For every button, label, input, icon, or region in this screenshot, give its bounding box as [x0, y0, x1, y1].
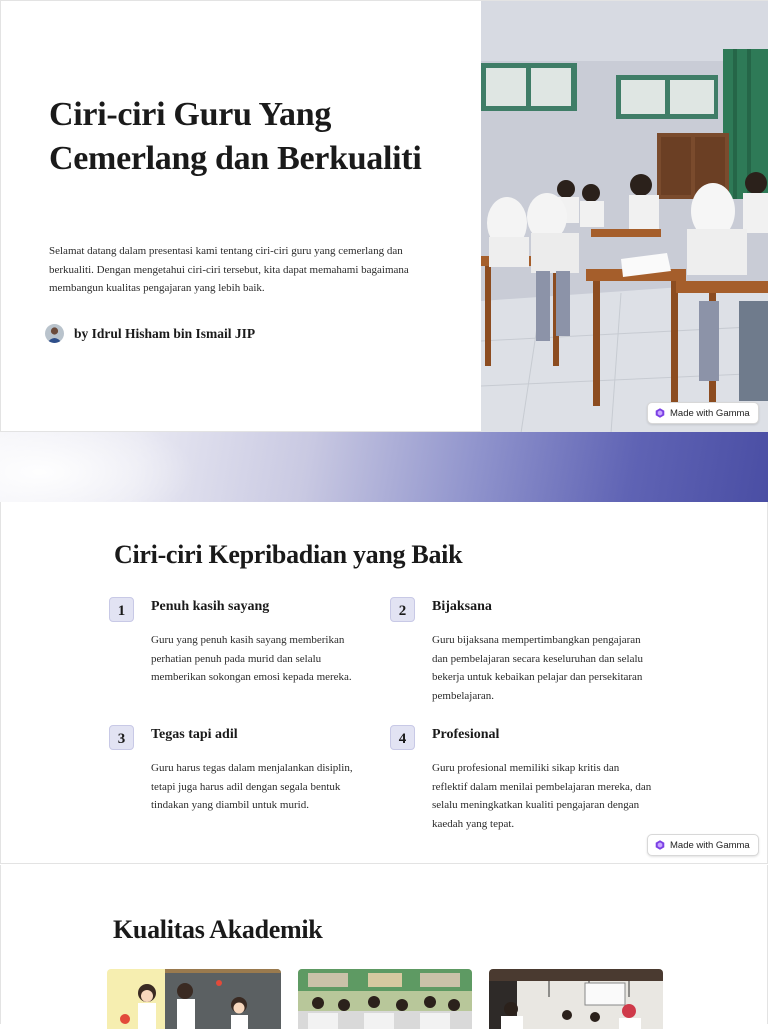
author-name: by Idrul Hisham bin Ismail JIP — [74, 325, 256, 341]
number-badge: 4 — [390, 725, 415, 750]
trait-title: Penuh kasih sayang — [151, 599, 270, 614]
number-badge: 2 — [390, 597, 415, 622]
gamma-logo-icon — [655, 408, 665, 418]
number-badge: 3 — [109, 725, 134, 750]
avatar — [45, 324, 64, 343]
modern-classroom-image — [489, 969, 663, 1029]
classroom-photo — [481, 1, 768, 433]
academic-slide — [0, 865, 768, 1024]
students-classroom-image — [298, 969, 472, 1029]
title-slide — [0, 0, 768, 432]
number-badge: 1 — [109, 597, 134, 622]
trait-title: Tegas tapi adil — [151, 727, 238, 742]
section-heading: Ciri-ciri Kepribadian yang Baik — [114, 540, 463, 569]
trait-title: Bijaksana — [432, 599, 492, 614]
trait-title: Profesional — [432, 727, 500, 742]
trait-description: Guru bijaksana mempertimbangkan pengajaran dan pembelajaran secara keseluruhan dan selalu bekerja untuk kebaikan pelajar dan persekitaran pembelajaran. — [432, 634, 644, 702]
gamma-logo-icon — [655, 840, 665, 850]
badge-label: Made with Gamma — [670, 839, 750, 851]
presentation-title: Ciri-ciri Guru Yang Cemerlang dan Berkualiti — [49, 96, 422, 177]
trait-description: Guru profesional memiliki sikap kritis dan reflektif dalam menilai pembelajaran mereka, dan selalu meningkatkan kualiti pengajaran dengan kaedah yang tepat. — [432, 762, 652, 830]
made-with-gamma-badge[interactable] — [647, 834, 759, 856]
intro-paragraph: Selamat datang dalam presentasi kami tentang ciri-ciri guru yang cemerlang dan berkualiti. Dengan mengetahui ciri-ciri tersebut, kita dapat memahami bagaimana membangun kualitas pengajaran yang lebih baik. — [49, 245, 409, 294]
author-byline — [45, 324, 255, 343]
made-with-gamma-badge[interactable] — [647, 402, 759, 424]
badge-label: Made with Gamma — [670, 407, 750, 419]
personality-slide — [0, 502, 768, 864]
gradient-divider — [0, 432, 768, 502]
trait-description: Guru harus tegas dalam menjalankan disiplin, tetapi juga harus adil dengan segala bentuk tindakan yang diambil untuk murid. — [151, 762, 353, 811]
section-heading: Kualitas Akademik — [113, 915, 323, 944]
trait-description: Guru yang penuh kasih sayang memberikan perhatian penuh pada murid dan selalu memberikan sokongan emosi kepada mereka. — [151, 634, 352, 683]
cartoon-classroom-image — [107, 969, 281, 1029]
